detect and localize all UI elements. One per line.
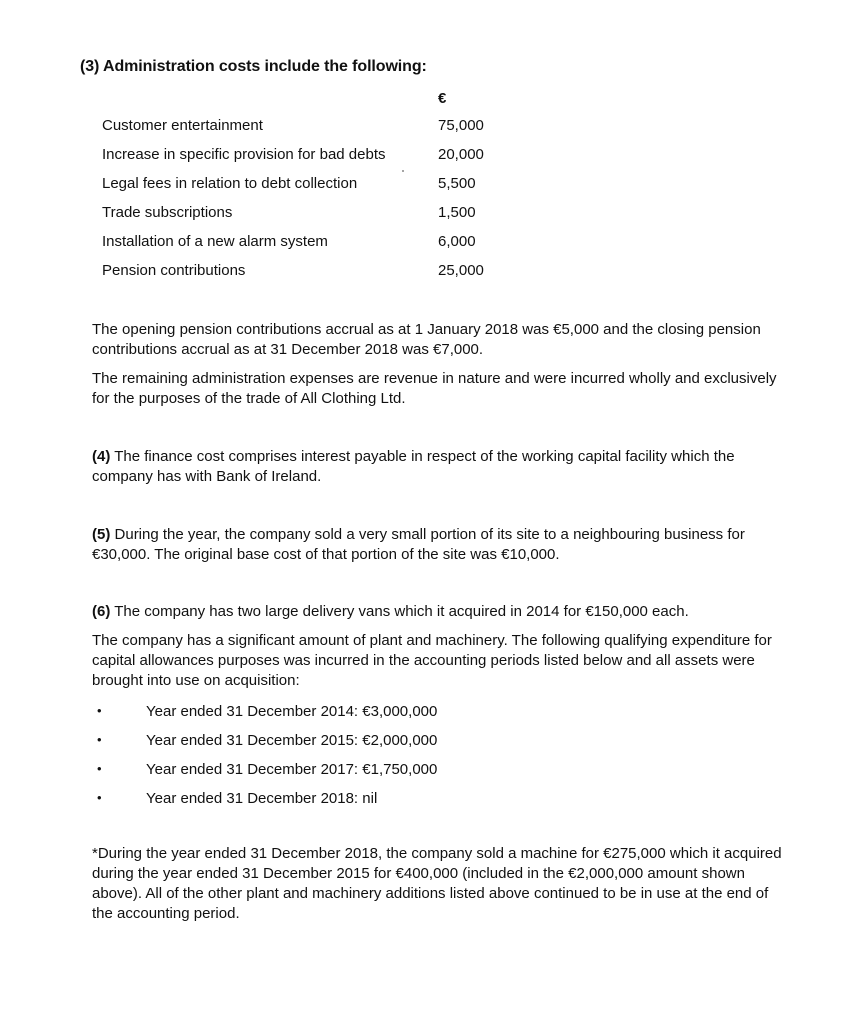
expenditure-item: Year ended 31 December 2018: nil: [146, 790, 378, 807]
cost-label: Customer entertainment: [102, 117, 263, 134]
list-item: [92, 703, 692, 732]
list-item: [92, 761, 692, 790]
cost-row: [102, 175, 522, 204]
currency-header: €: [438, 90, 447, 107]
section-6-number: (6): [92, 603, 111, 620]
cost-label: Trade subscriptions: [102, 204, 233, 221]
section-5-paragraph: [92, 525, 782, 565]
cost-label: Installation of a new alarm system: [102, 233, 328, 250]
cost-amount: 25,000: [438, 262, 484, 279]
cost-row: [102, 262, 522, 291]
cost-row: [102, 146, 522, 175]
section-4-text: The finance cost comprises interest payable in respect of the working capital facility which the company has with Bank of Ireland.: [92, 448, 735, 485]
cost-label: Legal fees in relation to debt collection: [102, 175, 358, 192]
bullet-icon: •: [97, 732, 102, 747]
pension-note: The opening pension contributions accrual as at 1 January 2018 was €5,000 and the closing pension contributions accrual as at 31 December 2018 was €7,000.: [92, 321, 761, 358]
section-4-paragraph: [92, 447, 782, 487]
expenditure-list: [92, 703, 692, 819]
cost-label: Pension contributions: [102, 262, 246, 279]
bullet-icon: •: [97, 703, 102, 718]
expenditure-item: Year ended 31 December 2014: €3,000,000: [146, 703, 438, 720]
cost-amount: 5,500: [438, 175, 476, 192]
section-3-heading: (3) Administration costs include the following:: [80, 58, 427, 75]
expenditure-item: Year ended 31 December 2017: €1,750,000: [146, 761, 438, 778]
list-item: [92, 732, 692, 761]
admin-costs-table: [102, 117, 522, 291]
cost-amount: 6,000: [438, 233, 476, 250]
disposal-note: *During the year ended 31 December 2018, the company sold a machine for €275,000 which it acquired during the year ended 31 December 2015 for €400,000 (included in the €2,000,000 amount shown above). All of the other plant and machinery additions listed above continued to be in use at the end of the accounting period.: [92, 845, 782, 922]
cost-row: [102, 233, 522, 262]
list-item: [92, 790, 692, 819]
section-6-vans-text: The company has two large delivery vans which it acquired in 2014 for €150,000 each.: [114, 603, 689, 620]
bullet-icon: •: [97, 761, 102, 776]
section-4-number: (4): [92, 448, 111, 465]
cost-row: [102, 204, 522, 233]
section-6-paragraph: [92, 602, 782, 622]
cost-amount: 20,000: [438, 146, 484, 163]
bullet-icon: •: [97, 790, 102, 805]
expenditure-item: Year ended 31 December 2015: €2,000,000: [146, 732, 438, 749]
scan-speck: [402, 170, 404, 172]
cost-amount: 75,000: [438, 117, 484, 134]
section-5-number: (5): [92, 526, 111, 543]
section-5-text: During the year, the company sold a very small portion of its site to a neighbouring business for €30,000. The original base cost of that portion of the site was €10,000.: [92, 526, 745, 563]
cost-amount: 1,500: [438, 204, 476, 221]
cost-row: [102, 117, 522, 146]
remaining-expenses-note: The remaining administration expenses are revenue in nature and were incurred wholly and exclusively for the purposes of the trade of All Clothing Ltd.: [92, 370, 777, 407]
plant-machinery-text: The company has a significant amount of plant and machinery. The following qualifying expenditure for capital allowances purposes was incurred in the accounting periods listed below and all assets were brought into use on acquisition:: [92, 632, 772, 689]
cost-label: Increase in specific provision for bad debts: [102, 146, 386, 163]
